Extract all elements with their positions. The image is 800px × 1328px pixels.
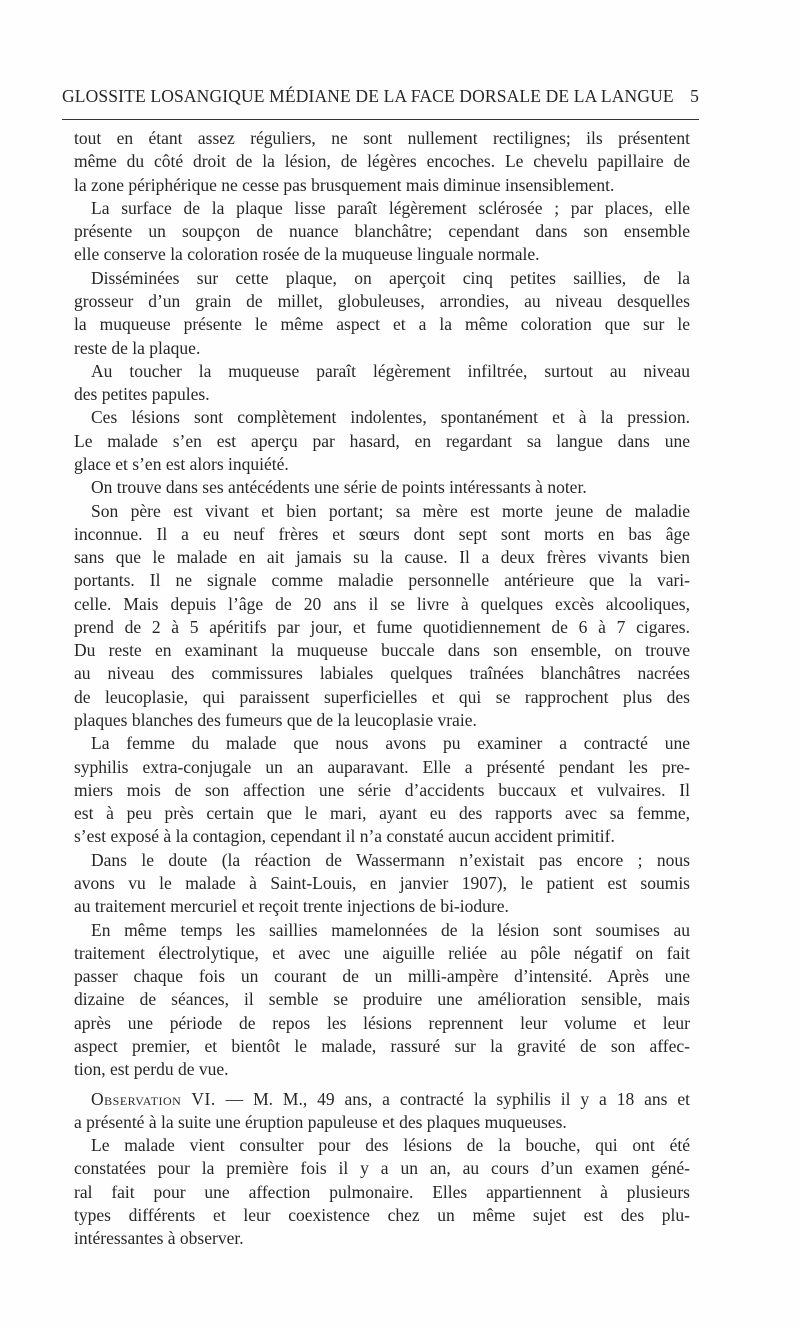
text-line: celle. Mais depuis l’âge de 20 ans il se livre à quelques excès alcooliques,	[74, 593, 690, 614]
paragraph	[74, 406, 690, 476]
text-line: Du reste en examinant la muqueuse buccale dans son ensemble, on trouve	[74, 640, 690, 661]
body-text	[74, 127, 690, 1251]
text-line: la zone périphérique ne cesse pas brusquement mais diminue insensiblement.	[74, 174, 615, 195]
text-line: portants. Il ne signale comme maladie personnelle antérieure que la vari-	[74, 570, 690, 591]
text-line: types différents et leur coexistence chez un même sujet est des plu-	[74, 1204, 690, 1225]
text-line: inconnue. Il a eu neuf frères et sœurs dont sept sont morts en bas âge	[74, 523, 690, 544]
text-line: En même temps les saillies mamelonnées de la lésion sont soumises au	[91, 919, 690, 940]
text-line: prend de 2 à 5 apéritifs par jour, et fume quotidiennement de 6 à 7 cigares.	[74, 616, 690, 637]
text-line: est à peu près certain que le mari, ayant eu des rapports avec sa femme,	[74, 803, 690, 824]
text-line: reste de la plaque.	[74, 337, 201, 358]
text-line: Disséminées sur cette plaque, on aperçoit cinq petites saillies, de la	[91, 267, 690, 288]
text-line: La femme du malade que nous avons pu examiner a contracté une	[91, 733, 690, 754]
text-line: plaques blanches des fumeurs que de la leucoplasie vraie.	[74, 710, 477, 731]
text-line: elle conserve la coloration rosée de la muqueuse linguale normale.	[74, 244, 540, 265]
paragraph	[74, 197, 690, 267]
observation-heading-paragraph	[74, 1088, 690, 1135]
paragraph	[74, 500, 690, 733]
text-line: au niveau des commissures labiales quelques traînées blanchâtres nacrées	[74, 663, 690, 684]
text-line: constatées pour la première fois il y a un an, au cours d’un examen géné-	[74, 1158, 690, 1179]
text-line: s’est exposé à la contagion, cependant il n’a constaté aucun accident primitif.	[74, 826, 615, 847]
text-line: dizaine de séances, il semble se produire une amélioration sensible, mais	[74, 989, 690, 1010]
text-line: avons vu le malade à Saint-Louis, en janvier 1907), le patient est soumis	[74, 873, 690, 893]
text-line: Le malade s’en est aperçu par hasard, en regardant sa langue dans une	[74, 430, 690, 451]
paragraph	[74, 732, 690, 848]
text-line: La surface de la plaque lisse paraît légèrement sclérosée ; par places, elle	[91, 197, 690, 218]
observation-label: Observation VI.	[91, 1088, 216, 1109]
text-line: présente un soupçon de nuance blanchâtre; cependant dans son ensemble	[74, 221, 690, 242]
running-header	[62, 86, 699, 110]
page-number: 5	[690, 86, 699, 106]
text-line: même du côté droit de la lésion, de légères encoches. Le chevelu papillaire de	[74, 151, 690, 172]
text-line: Le malade vient consulter pour des lésions de la bouche, qui ont été	[91, 1135, 690, 1156]
text-line: glace et s’en est alors inquiété.	[74, 453, 289, 474]
text-line: la muqueuse présente le même aspect et a la même coloration que sur le	[74, 314, 690, 335]
paragraph	[74, 919, 690, 1082]
text-line	[74, 1088, 690, 1111]
text-line: intéressantes à observer.	[74, 1228, 244, 1249]
text-line: Son père est vivant et bien portant; sa mère est morte jeune de maladie	[91, 500, 690, 521]
paragraph	[74, 360, 690, 407]
text-line: ral fait pour une affection pulmonaire. Elles appartiennent à plusieurs	[74, 1181, 690, 1202]
text-line: au traitement mercuriel et reçoit trente injections de bi-iodure.	[74, 896, 509, 917]
text-line: de leucoplasie, qui paraissent superficielles et qui se rapprochent plus des	[74, 686, 690, 707]
paragraph	[74, 267, 690, 360]
text-line: passer chaque fois un courant de un milli-ampère d’intensité. Après une	[74, 966, 690, 987]
observation-text: — M. M., 49 ans, a contracté la syphilis il y a 18 ans et	[215, 1088, 691, 1109]
paragraph	[74, 127, 690, 197]
text-line: Dans le doute (la réaction de Wassermann n’existait pas encore ; nous	[91, 849, 690, 870]
text-line: Au toucher la muqueuse paraît légèrement infiltrée, surtout au niveau	[91, 360, 690, 381]
text-line: grosseur d’un grain de millet, globuleuses, arrondies, au niveau desquelles	[74, 290, 690, 311]
paragraph	[74, 476, 690, 499]
text-line: aspect premier, et bientôt le malade, rassuré sur la gravité de son affec-	[74, 1035, 690, 1056]
running-title: GLOSSITE LOSANGIQUE MÉDIANE DE LA FACE DORSALE DE LA LANGUE	[62, 86, 674, 106]
text-line: traitement électrolytique, et avec une aiguille reliée au pôle négatif on fait	[74, 942, 690, 963]
text-line: a présenté à la suite une éruption papuleuse et des plaques muqueuses.	[74, 1111, 567, 1132]
text-line: des petites papules.	[74, 384, 210, 405]
text-line: après une période de repos les lésions reprennent leur volume et leur	[74, 1012, 690, 1033]
text-line: sans que le malade en ait jamais su la cause. Il a deux frères vivants bien	[74, 547, 690, 568]
text-line: Ces lésions sont complètement indolentes, spontanément et à la pression.	[91, 407, 690, 428]
text-line: tion, est perdu de vue.	[74, 1059, 229, 1080]
header-rule	[62, 119, 699, 120]
paragraph	[74, 1134, 690, 1250]
text-line: syphilis extra-conjugale un an auparavant. Elle a présenté pendant les pre-	[74, 756, 690, 777]
text-line: tout en étant assez réguliers, ne sont nullement rectilignes; ils présentent	[74, 128, 690, 148]
text-line: miers mois de son affection une série d’accidents buccaux et vulvaires. Il	[74, 779, 690, 800]
text-line: On trouve dans ses antécédents une série de points intéressants à noter.	[91, 477, 587, 498]
paragraph	[74, 849, 690, 919]
